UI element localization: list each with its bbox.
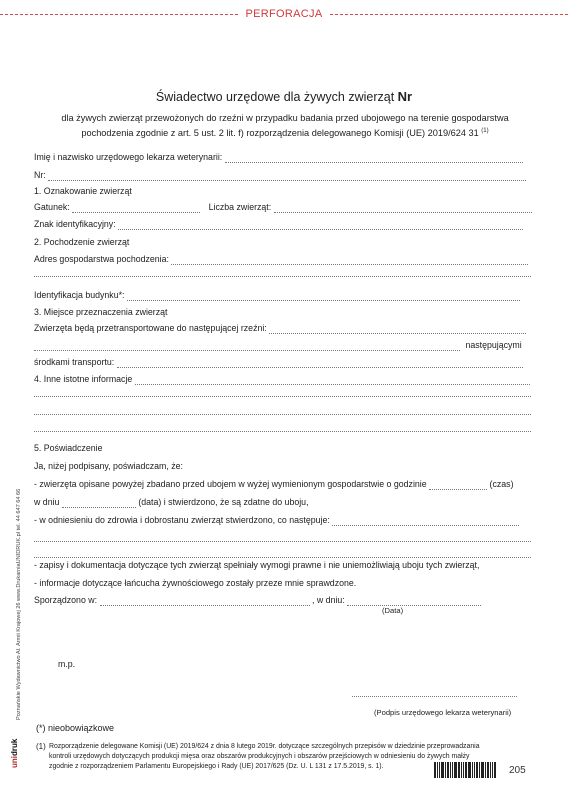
vet-name-label: Imię i nazwisko urzędowego lekarza weterynarii: — [34, 152, 223, 162]
nastepujacymi-row — [34, 339, 531, 351]
gatunek-row — [34, 201, 532, 213]
w-dniu-label: w dniu — [34, 497, 60, 507]
liczba-field[interactable] — [274, 203, 532, 213]
section-4-label: 4. Inne istotne informacje — [34, 374, 133, 384]
section-1-heading: 1. Oznakowanie zwierząt — [34, 186, 132, 196]
zbadano-label: - zwierzęta opisane powyżej zbadano przed ubojem w wyżej wymienionym gospodarstwie o godzinie — [34, 479, 427, 489]
page-number: 205 — [509, 765, 526, 776]
nastepujacymi-label: następującymi — [465, 340, 522, 350]
zdrowie-line-2[interactable] — [34, 541, 531, 542]
przetransportowane-row — [34, 322, 526, 334]
znak-row — [34, 218, 523, 230]
ja-row: Ja, niżej podpisany, poświadczam, że: — [34, 461, 183, 471]
gatunek-label: Gatunek: — [34, 202, 70, 212]
sporzadzono-row — [34, 594, 481, 606]
footnote-marker: (1) — [36, 742, 46, 751]
data-caption: (Data) — [382, 606, 404, 615]
zdrowie-line-3[interactable] — [34, 557, 531, 558]
subtitle-footnote-ref: (1) — [481, 127, 489, 134]
nr-label: Nr: — [34, 170, 46, 180]
footnote-line-2: kontroli urzędowych dotyczących produkcji mięsa oraz obszarów produkcyjnych i obszarów przejściowych w odniesieniu do żywych małży — [49, 752, 470, 760]
zapisy-row: - zapisy i dokumentacja dotyczące tych zwierząt spełniały wymogi prawne i nie uniemożliwiają uboju tych zwierząt, — [34, 560, 480, 570]
informacje-row: - informacje dotyczące łańcucha żywnościowego zostały przeze mnie sprawdzone. — [34, 578, 357, 588]
title-main: Świadectwo urzędowe dla żywych zwierząt — [155, 90, 395, 104]
rzeznia-field-continued[interactable] — [34, 341, 460, 351]
footnote-line-1: Rozporządzenie delegowane Komisji (UE) 2019/624 z dnia 8 lutego 2019r. dotyczące szczególnych przepisów w dziedzinie przeprowadzania — [49, 743, 480, 750]
budynek-row — [34, 289, 520, 301]
footnote-line-3: zgodnie z rozporządzeniem Parlamentu Europejskiego i Rady (UE) 2017/625 (Dz. U. L 131 z 17.5.2019, s. 1). — [49, 762, 384, 770]
inne-line-3[interactable] — [34, 414, 531, 415]
publisher-side-text: Poznańskie Wydawnictwo AI. Armii Krajowej 26 www.DrukarniaUNIDRUK.pl tel. 44 647 64 66 — [16, 488, 22, 720]
optional-note — [36, 722, 114, 734]
zdrowie-field[interactable] — [332, 516, 519, 526]
srodki-row — [34, 356, 523, 368]
vet-name-field[interactable] — [225, 153, 523, 163]
przetransportowane-label: Zwierzęta będą przetransportowane do następującej rzeźni: — [34, 323, 267, 333]
gatunek-field[interactable] — [72, 203, 200, 213]
zdrowie-label: - w odniesieniu do zdrowia i dobrostanu zwierząt stwierdzono, co następuje: — [34, 515, 330, 525]
signature-caption: (Podpis urzędowego lekarza weterynarii) — [374, 708, 512, 717]
srodki-field[interactable] — [117, 358, 523, 368]
inne-field[interactable] — [135, 375, 530, 385]
srodki-label: środkami transportu: — [34, 357, 115, 367]
perforation-label: PERFORACJA — [0, 4, 568, 22]
subtitle-line-2: pochodzenia zgodnie z art. 5 ust. 2 lit. f) rozporządzenia delegowanego Komisji (UE) 2019/624 31 $^{(1)}$ — [81, 127, 489, 138]
adres-field[interactable] — [171, 255, 528, 265]
section-3-heading: 3. Miejsce przeznaczenia zwierząt — [34, 307, 168, 317]
inne-line-4[interactable] — [34, 431, 531, 432]
data-badania-field[interactable] — [62, 498, 136, 508]
stamp-placeholder: m.p. — [58, 659, 76, 669]
inne-line-2[interactable] — [34, 396, 531, 397]
section-2-heading: 2. Pochodzenie zwierząt — [34, 237, 130, 247]
barcode-icon — [434, 762, 504, 778]
znak-field[interactable] — [118, 220, 523, 230]
subtitle-line-1: dla żywych zwierząt przewożonych do rzeźni w przypadku badania przed ubojowego na terenie gospodarstwa — [61, 113, 509, 123]
zdrowie-row — [34, 514, 519, 526]
miejsce-field[interactable] — [100, 596, 310, 606]
czas-label: (czas) — [489, 479, 514, 489]
budynek-field[interactable] — [127, 291, 520, 301]
nr-field[interactable] — [48, 171, 526, 181]
rzeznia-field[interactable] — [269, 324, 526, 334]
adres-continuation-line[interactable] — [34, 276, 531, 277]
data-stwierdzono-label: (data) i stwierdzono, że są zdatne do uboju, — [138, 497, 309, 507]
signature-line[interactable] — [352, 696, 517, 697]
section-5-heading: 5. Poświadczenie — [34, 443, 103, 453]
w-dniu-2-label: , w dniu: — [312, 595, 345, 605]
adres-label: Adres gospodarstwa pochodzenia: — [34, 254, 169, 264]
document-title — [0, 89, 568, 104]
data-sporzadzenia-field[interactable] — [347, 596, 481, 606]
publisher-logo: unidruk — [10, 738, 19, 768]
optional-note-text: nieobowiązkowe — [48, 723, 115, 733]
w-dniu-row — [34, 496, 309, 508]
budynek-label: Identyfikacja budynku*: — [34, 290, 125, 300]
godzina-field[interactable] — [429, 480, 487, 490]
zbadano-row — [34, 478, 514, 490]
optional-note-marker: (*) — [36, 723, 46, 733]
adres-row — [34, 253, 528, 265]
section-4-heading — [34, 373, 530, 385]
title-nr: Nr — [397, 89, 413, 104]
nr-row — [34, 169, 526, 181]
znak-label: Znak identyfikacyjny: — [34, 219, 116, 229]
document-subtitle — [40, 112, 530, 139]
vet-name-row — [34, 151, 523, 163]
sporzadzono-label: Sporządzono w: — [34, 595, 98, 605]
liczba-label: Liczba zwierząt: — [208, 202, 272, 212]
